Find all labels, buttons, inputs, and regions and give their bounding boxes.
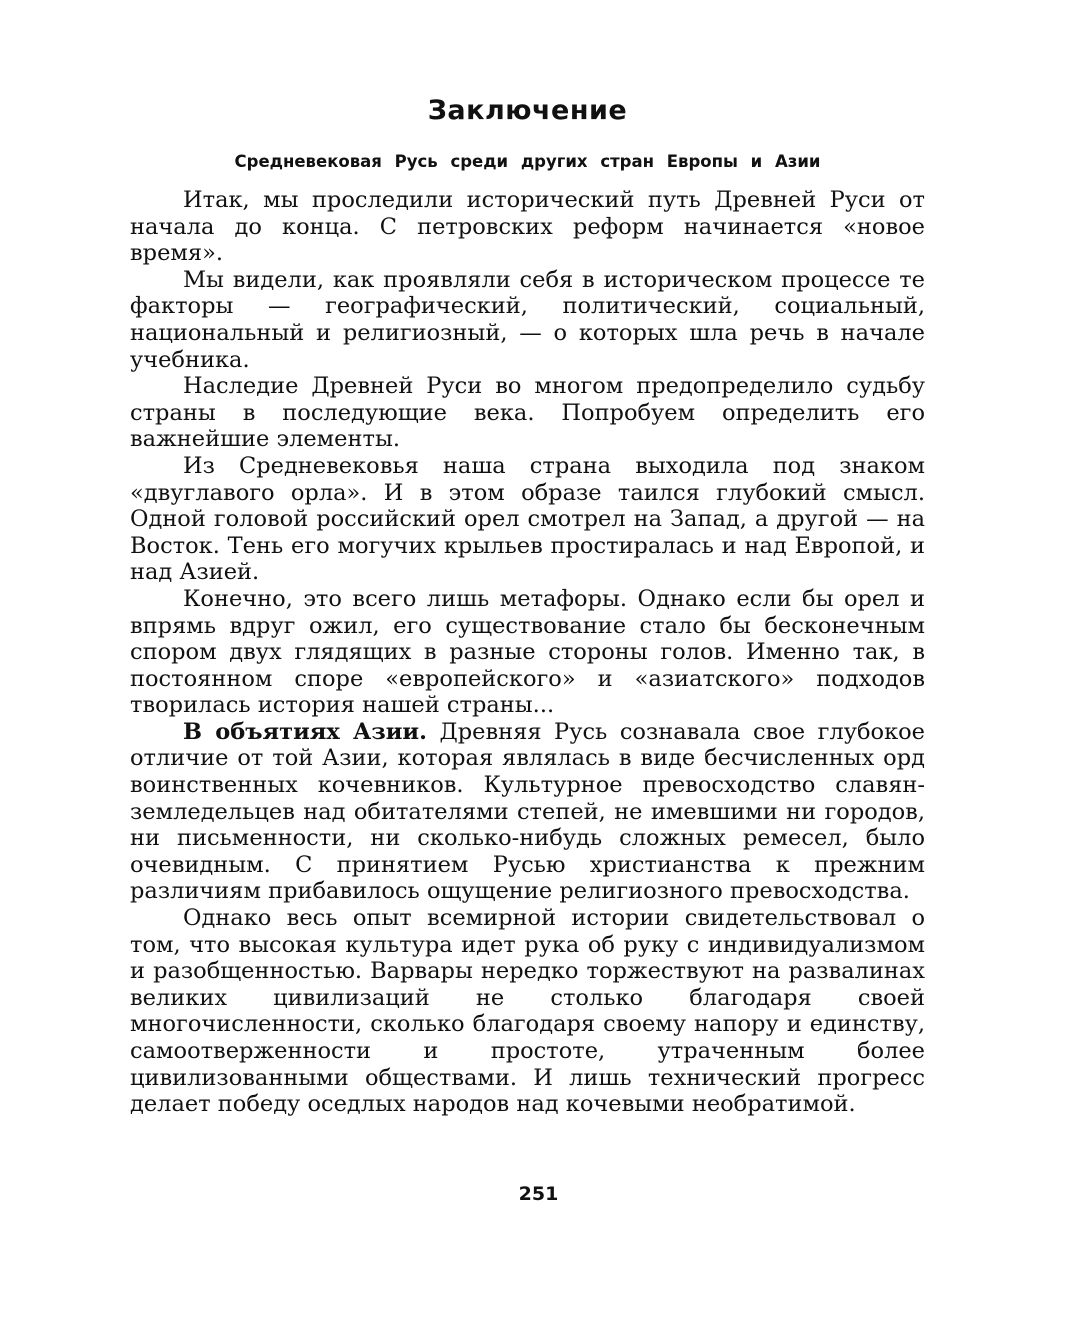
- page-content: [130, 95, 925, 1118]
- paragraph: Однако весь опыт всемирной истории свидетельствовал о том, что высокая культура идет рука об руку с индивидуализмом и разобщенностью. Варвары нередко торжествуют на развалинах великих цивилизаций не столько благодаря своей многочисленности, сколько благодаря своему напору и единству, самоотверженности и простоте, утраченным более цивилизованными обществами. И лишь технический прогресс делает победу оседлых народов над кочевыми необратимой.: [130, 905, 925, 1118]
- paragraph: Мы видели, как проявляли себя в историческом процессе те факторы — географический, политический, социальный, национальный и религиозный, — о которых шла речь в начале учебника.: [130, 266, 925, 373]
- chapter-subtitle: Средневековая Русь среди других стран Европы и Азии: [234, 152, 821, 171]
- paragraph: Конечно, это всего лишь метафоры. Однако если бы орел и впрямь вдруг ожил, его существование стало бы бесконечным спором двух глядящих в разные стороны голов. Именно так, в постоянном споре «европейского» и «азиатского» подходов творилась история нашей страны...: [130, 585, 925, 719]
- paragraph-with-run-in-heading: [130, 719, 925, 905]
- page-number: 251: [518, 1183, 559, 1205]
- paragraph: Из Средневековья наша страна выходила под знаком «двуглавого орла». И в этом образе таился глубокий смысл. Одной головой российский орел смотрел на Запад, а другой — на Восток. Тень его могучих крыльев простиралась и над Европой, и над Азией.: [130, 452, 925, 586]
- run-in-heading: В объятиях Азии.: [183, 718, 427, 745]
- paragraph: Итак, мы проследили исторический путь Древней Руси от начала до конца. С петровских реформ начинается «новое время».: [130, 187, 925, 267]
- paragraph-text: Древняя Русь сознавала свое глубокое отличие от той Азии, которая являлась в виде бесчисленных орд воинственных кочевников. Культурное превосходство славян-земледельцев над обитателями степей, не имевшими ни городов, ни письменности, ни сколько-нибудь сложных ремесел, было очевидным. С принятием Русью христианства к прежним различиям прибавилось ощущение религиозного превосходства.: [130, 718, 925, 905]
- body-text: [130, 187, 925, 1118]
- paragraph: Наследие Древней Руси во многом предопределило судьбу страны в последующие века. Попробуем определить его важнейшие элементы.: [130, 373, 925, 453]
- chapter-title: Заключение: [427, 95, 628, 126]
